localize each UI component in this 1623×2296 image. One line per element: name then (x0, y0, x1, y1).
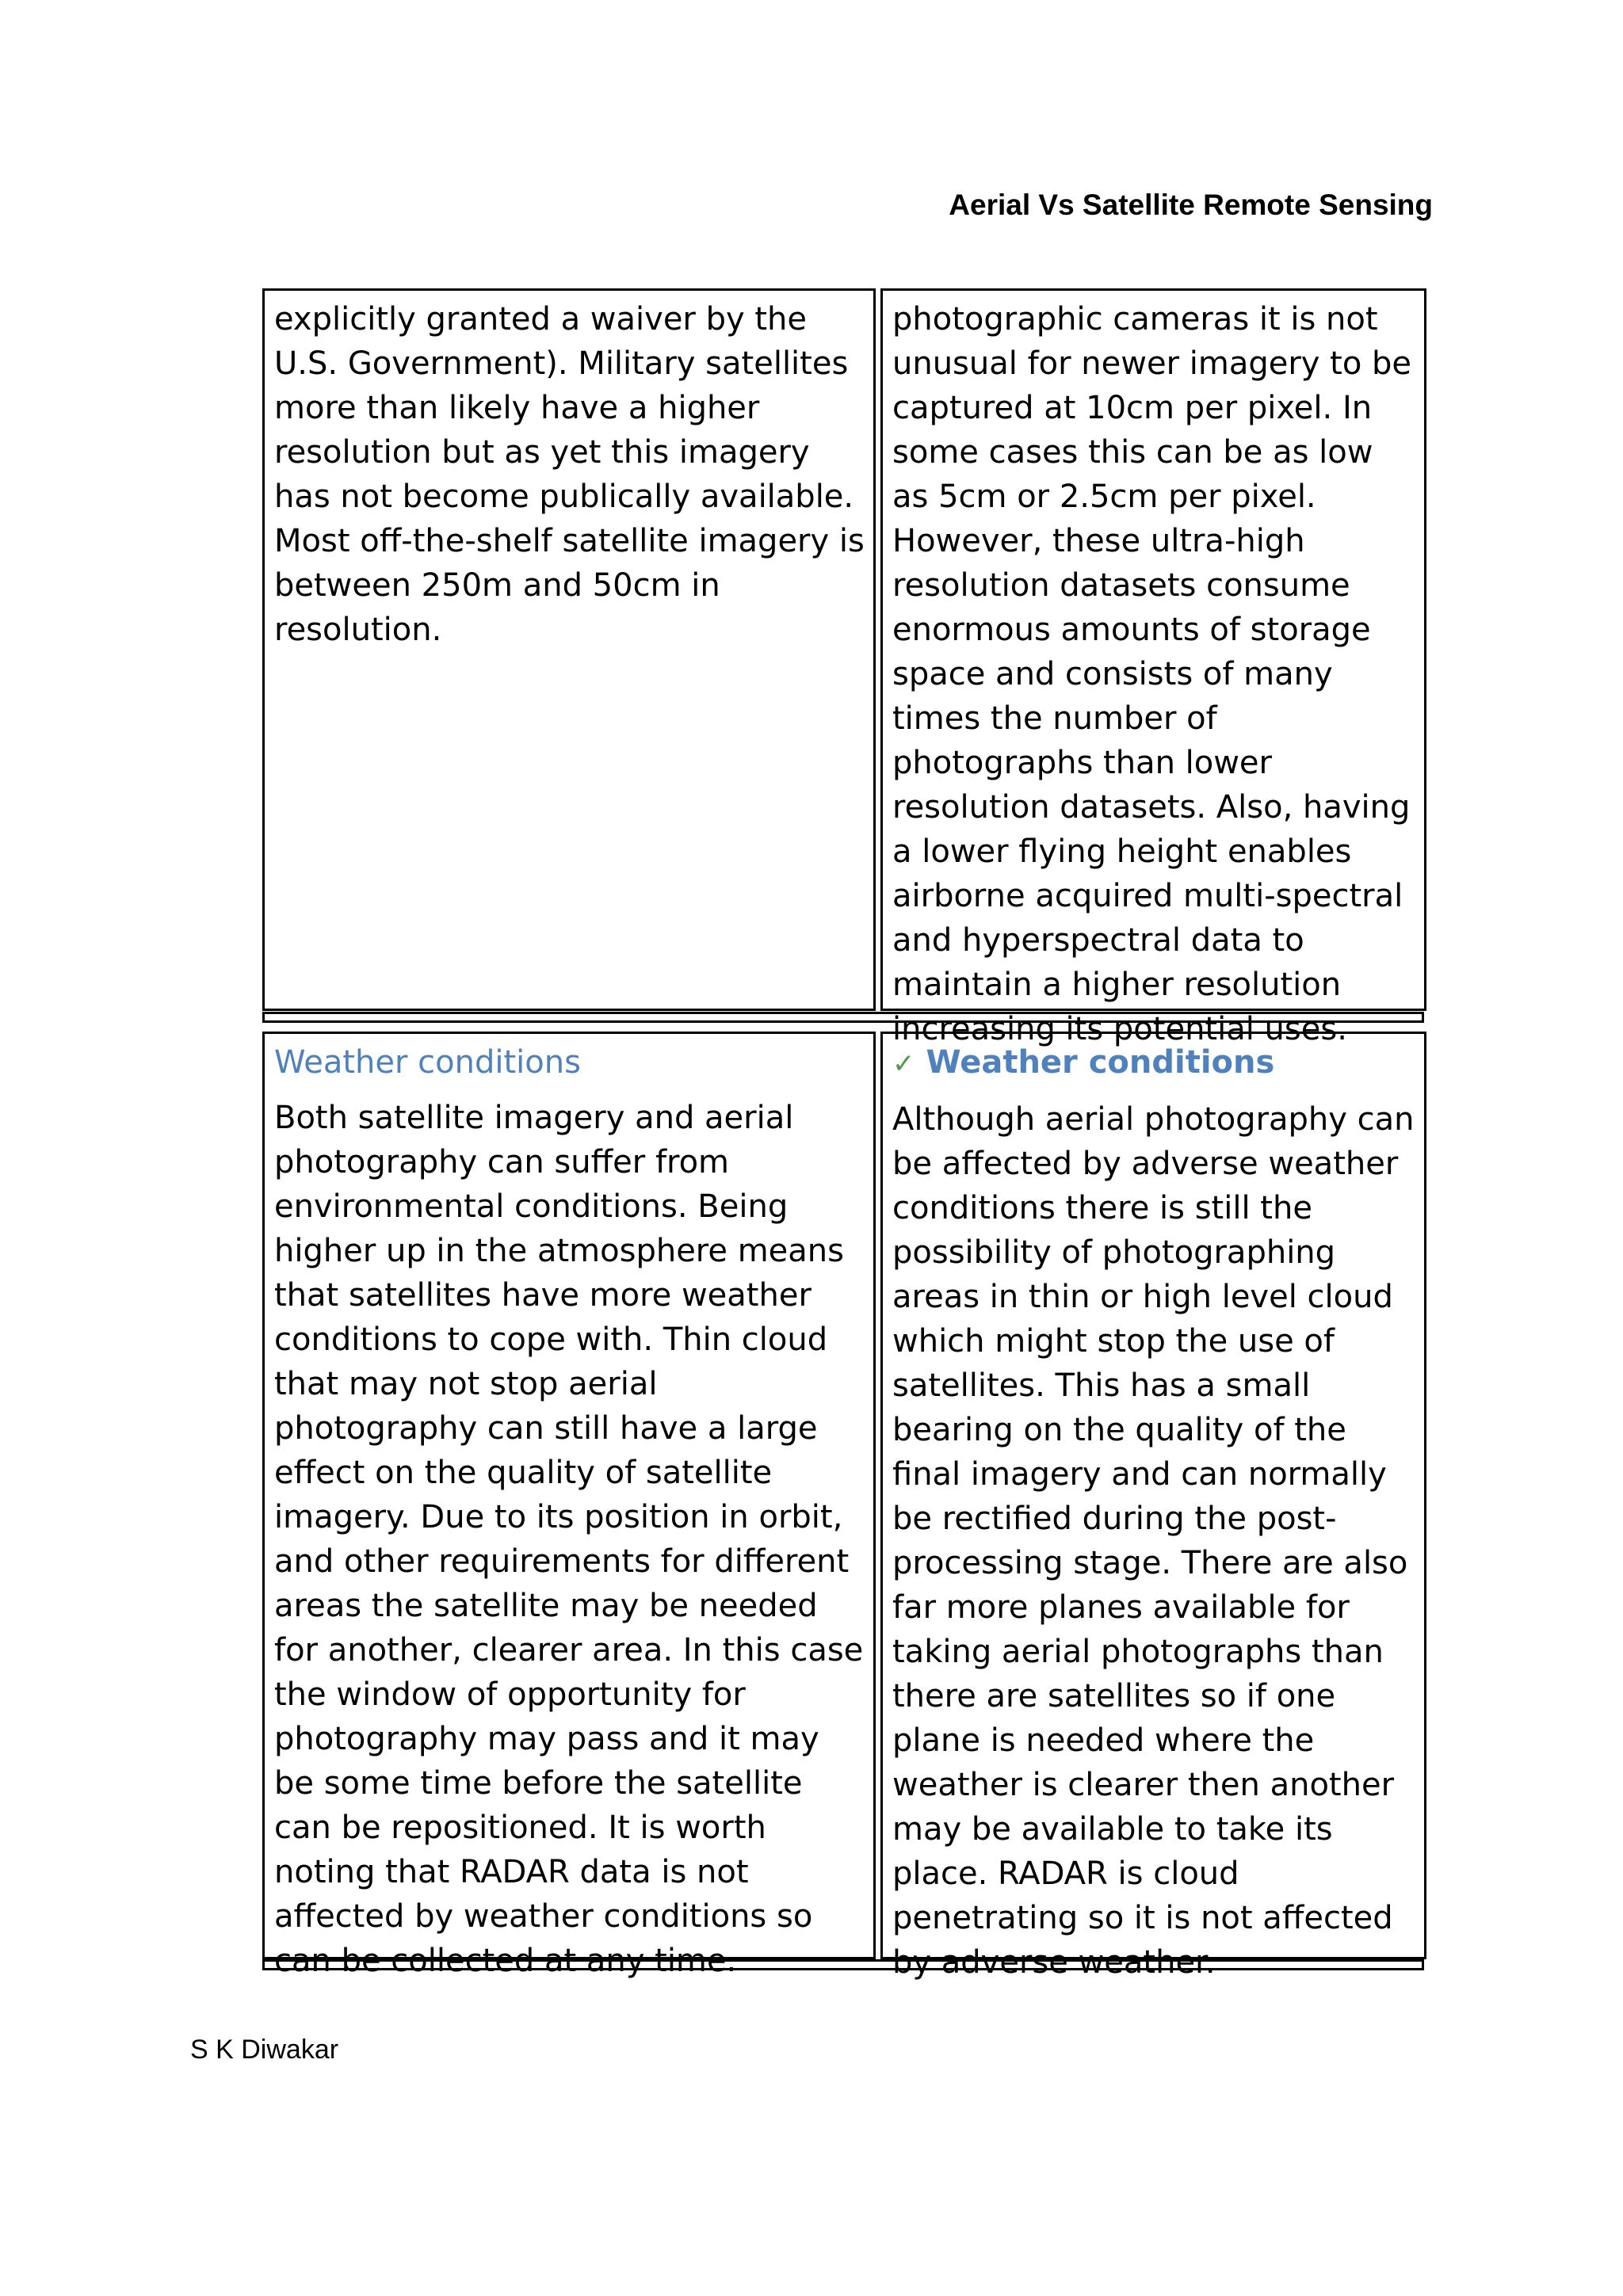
checkmark-icon: ✓ (892, 1048, 915, 1080)
table-cell-satellite (262, 288, 876, 1011)
table-cell-aerial (880, 288, 1426, 1047)
cell-text: Both satellite imagery and aerial photography can suffer from environmental conditions. Being higher up in the atmosphere means that satellites have more weather conditions to cope with. Thin cloud that may not stop aerial photography can still have a large effect on the quality of satellite imagery. Due to its position in orbit, and other requirements for different areas the satellite may be needed for another, clearer area. In this case the window of opportunity for photography may pass and it may be some time before the satellite can be repositioned. It is worth noting that RADAR data is not affected by weather conditions so can be collected at any time. (274, 1100, 864, 1979)
table-row (262, 1032, 1426, 1981)
footer-author: S K Diwakar (190, 2035, 339, 2065)
table-cell-aerial (880, 1032, 1426, 1981)
page-header-title: Aerial Vs Satellite Remote Sensing (949, 189, 1433, 221)
weather-heading-aerial (892, 1040, 1416, 1086)
weather-heading-satellite: Weather conditions (274, 1044, 581, 1081)
weather-heading-label: Weather conditions (926, 1044, 1275, 1081)
cell-text: photographic cameras it is not unusual for newer imagery to be captured at 10cm per pixel. In some cases this can be as low as 5cm or 2.5cm per pixel. However, these ultra-high resolution datasets consume enormous amounts of storage space and consists of many times the number of photographs than lower resolution datasets. Also, having a lower flying height enables airborne acquired multi-spectral and hyperspectral data to maintain a higher resolution increasing its potential uses. (892, 301, 1412, 1047)
table-cell-satellite (262, 1032, 876, 1979)
cell-text: explicitly granted a waiver by the U.S. Government). Military satellites more than likely have a higher resolution but as yet this imagery has not become publically available. Most off-the-shelf satellite imagery is between 250m and 50cm in resolution. (274, 301, 865, 648)
row-divider (262, 1012, 1424, 1023)
row-divider (262, 1959, 1424, 1970)
cell-text: Although aerial photography can be affected by adverse weather conditions there is still the possibility of photographing areas in thin or high level cloud which might stop the use of satellites. This has a small bearing on the quality of the final imagery and can normally be rectified during the post-processing stage. There are also far more planes available for taking aerial photographs than there are satellites so if one plane is needed where the weather is clearer then another may be available to take its place. RADAR is cloud penetrating so it is not affected by adverse weather. (892, 1101, 1415, 1981)
table-row (262, 288, 1426, 1047)
